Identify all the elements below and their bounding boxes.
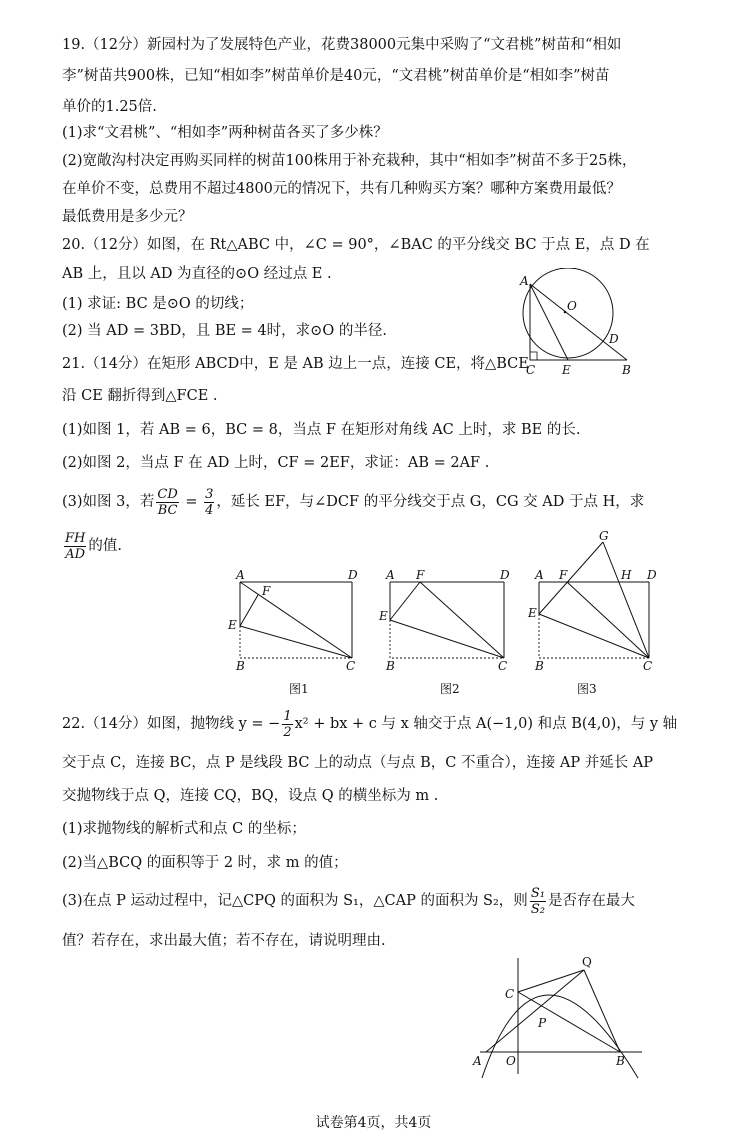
fig1-label-e: E	[228, 618, 237, 632]
figure-3-caption: 图3	[577, 682, 597, 696]
fig2-label-a: A	[386, 568, 395, 582]
q20-part1: (1) 求证: BC 是⊙O 的切线；	[62, 296, 254, 312]
q22-line3: 交抛物线于点 Q，连接 CQ，BQ，设点 Q 的横坐标为 m .	[62, 788, 439, 804]
q22-fraction-half: $\frac{1}{2}$	[283, 708, 292, 740]
q21-fraction-3-4: $\frac{3}{4}$	[205, 486, 214, 518]
q21-fraction-fh-ad: $\frac{FH}{AD}$	[65, 530, 86, 562]
q22-fraction-s1-s2: $\frac{\text{S₁}}{\text{S₂}}$	[530, 885, 545, 917]
q22-label-b: B	[616, 1054, 625, 1068]
fig3-label-a: A	[535, 568, 544, 582]
q21-line1: 21.（14分）在矩形 ABCD中，E 是 AB 边上一点，连接 CE，将△BCE	[62, 356, 529, 372]
q20-label-e: E	[562, 363, 571, 377]
fig1-label-c: C	[346, 659, 356, 673]
q22-label-o: O	[506, 1054, 516, 1068]
q21-figure-1	[226, 568, 366, 678]
fig2-label-d: D	[500, 568, 510, 582]
q21-fraction-cd-bc: $\frac{CD}{BC}$	[157, 486, 178, 518]
q22-line7: 值？若存在，求出最大值；若不存在，请说明理由.	[62, 933, 386, 949]
q22-part3: (3)在点 P 运动过程中，记△CPQ 的面积为 S₁，△CAP 的面积为 S₂，则 $\frac{\text{S₁}}{\text{S₂}}$ 是否存在最大	[62, 885, 635, 917]
q21-line2: 沿 CE 翻折得到△FCE .	[62, 388, 218, 404]
q19-line1: 19.（12分）新园村为了发展特色产业，花费38000元集中采购了“文君桃”树苗和“相如	[62, 37, 622, 53]
q21-line6: $\frac{FH}{AD}$ 的值.	[65, 530, 122, 562]
q20-figure	[512, 268, 642, 378]
q22-part1: (1)求抛物线的解析式和点 C 的坐标；	[62, 821, 306, 837]
q19-line6: 在单价不变，总费用不超过4800元的情况下，共有几种购买方案？哪种方案费用最低？	[62, 181, 621, 197]
q22-part2: (2)当△BCQ 的面积等于 2 时，求 m 的值；	[62, 855, 348, 871]
fig2-label-f: F	[416, 568, 425, 582]
q22-label-p: P	[538, 1016, 547, 1030]
fig2-label-c: C	[498, 659, 508, 673]
q20-label-a: A	[520, 274, 529, 288]
q22-label-c: C	[505, 987, 515, 1001]
q21-part3-prefix: (3)如图 3，若	[62, 494, 155, 510]
q20-label-d: D	[609, 332, 619, 346]
q22-line1: 22.（14分）如图，抛物线 y = − $\frac{1}{2}$ x² + bx + c 与 x 轴交于点 A(−1,0) 和点 B(4,0)，与 y 轴	[62, 708, 678, 740]
fig1-label-a: A	[236, 568, 245, 582]
q20-line2: AB 上，且以 AD 为直径的⊙O 经过点 E .	[62, 266, 332, 282]
fig3-label-d: D	[647, 568, 657, 582]
fig3-label-f: F	[559, 568, 568, 582]
fig3-label-h: H	[621, 568, 632, 582]
q19-part2: (2)宽敞沟村决定再购买同样的树苗100株用于补充栽种，其中“相如李”树苗不多于25株，	[62, 153, 637, 169]
q21-figure-3	[525, 528, 665, 678]
q20-label-o: O	[567, 299, 577, 313]
q19-line3: 单价的1.25倍.	[62, 99, 157, 115]
fig2-label-b: B	[386, 659, 395, 673]
q19-line2: 李”树苗共900株，已知“相如李”树苗单价是40元，“文君桃”树苗单价是“相如李”树苗	[62, 68, 610, 84]
fig2-label-e: E	[379, 609, 388, 623]
fig3-label-g: G	[599, 529, 609, 543]
q20-label-c: C	[526, 363, 536, 377]
q21-part3: (3)如图 3，若 $\frac{CD}{BC}$ = $\frac{3}{4}$ ，延长 EF，与∠DCF 的平分线交于点 G，CG 交 AD 于点 H，求	[62, 486, 645, 518]
q20-label-b: B	[622, 363, 631, 377]
fig1-label-d: D	[348, 568, 358, 582]
q19-part1: (1)求“文君桃”、“相如李”两种树苗各买了多少株？	[62, 125, 388, 141]
fig1-label-f: F	[262, 584, 271, 598]
q21-figure-2	[378, 568, 518, 678]
figure-1-caption: 图1	[289, 682, 309, 696]
q19-line7: 最低费用是多少元？	[62, 209, 193, 225]
fig3-label-c: C	[643, 659, 653, 673]
page-footer: 试卷第4页，共4页	[315, 1115, 432, 1131]
q21-part3-suffix: ，延长 EF，与∠DCF 的平分线交于点 G，CG 交 AD 于点 H，求	[216, 494, 645, 510]
q22-label-q: Q	[582, 955, 592, 969]
q22-figure	[470, 952, 650, 1084]
q20-line1: 20.（12分）如图，在 Rt△ABC 中，∠C = 90°，∠BAC 的平分线交 BC 于点 E，点 D 在	[62, 237, 650, 253]
figure-2-caption: 图2	[440, 682, 460, 696]
q22-label-a: A	[473, 1054, 482, 1068]
q20-part2: (2) 当 AD = 3BD，且 BE = 4时，求⊙O 的半径.	[62, 323, 387, 339]
fig3-label-e: E	[528, 606, 537, 620]
fig1-label-b: B	[236, 659, 245, 673]
q21-part1: (1)如图 1，若 AB = 6，BC = 8，当点 F 在矩形对角线 AC 上时，求 BE 的长.	[62, 422, 581, 438]
fig3-label-b: B	[535, 659, 544, 673]
q21-part2: (2)如图 2，当点 F 在 AD 上时，CF = 2EF，求证：AB = 2AF .	[62, 455, 490, 471]
q22-line2: 交于点 C，连接 BC，点 P 是线段 BC 上的动点（与点 B，C 不重合），连接 AP 并延长 AP	[62, 755, 654, 771]
